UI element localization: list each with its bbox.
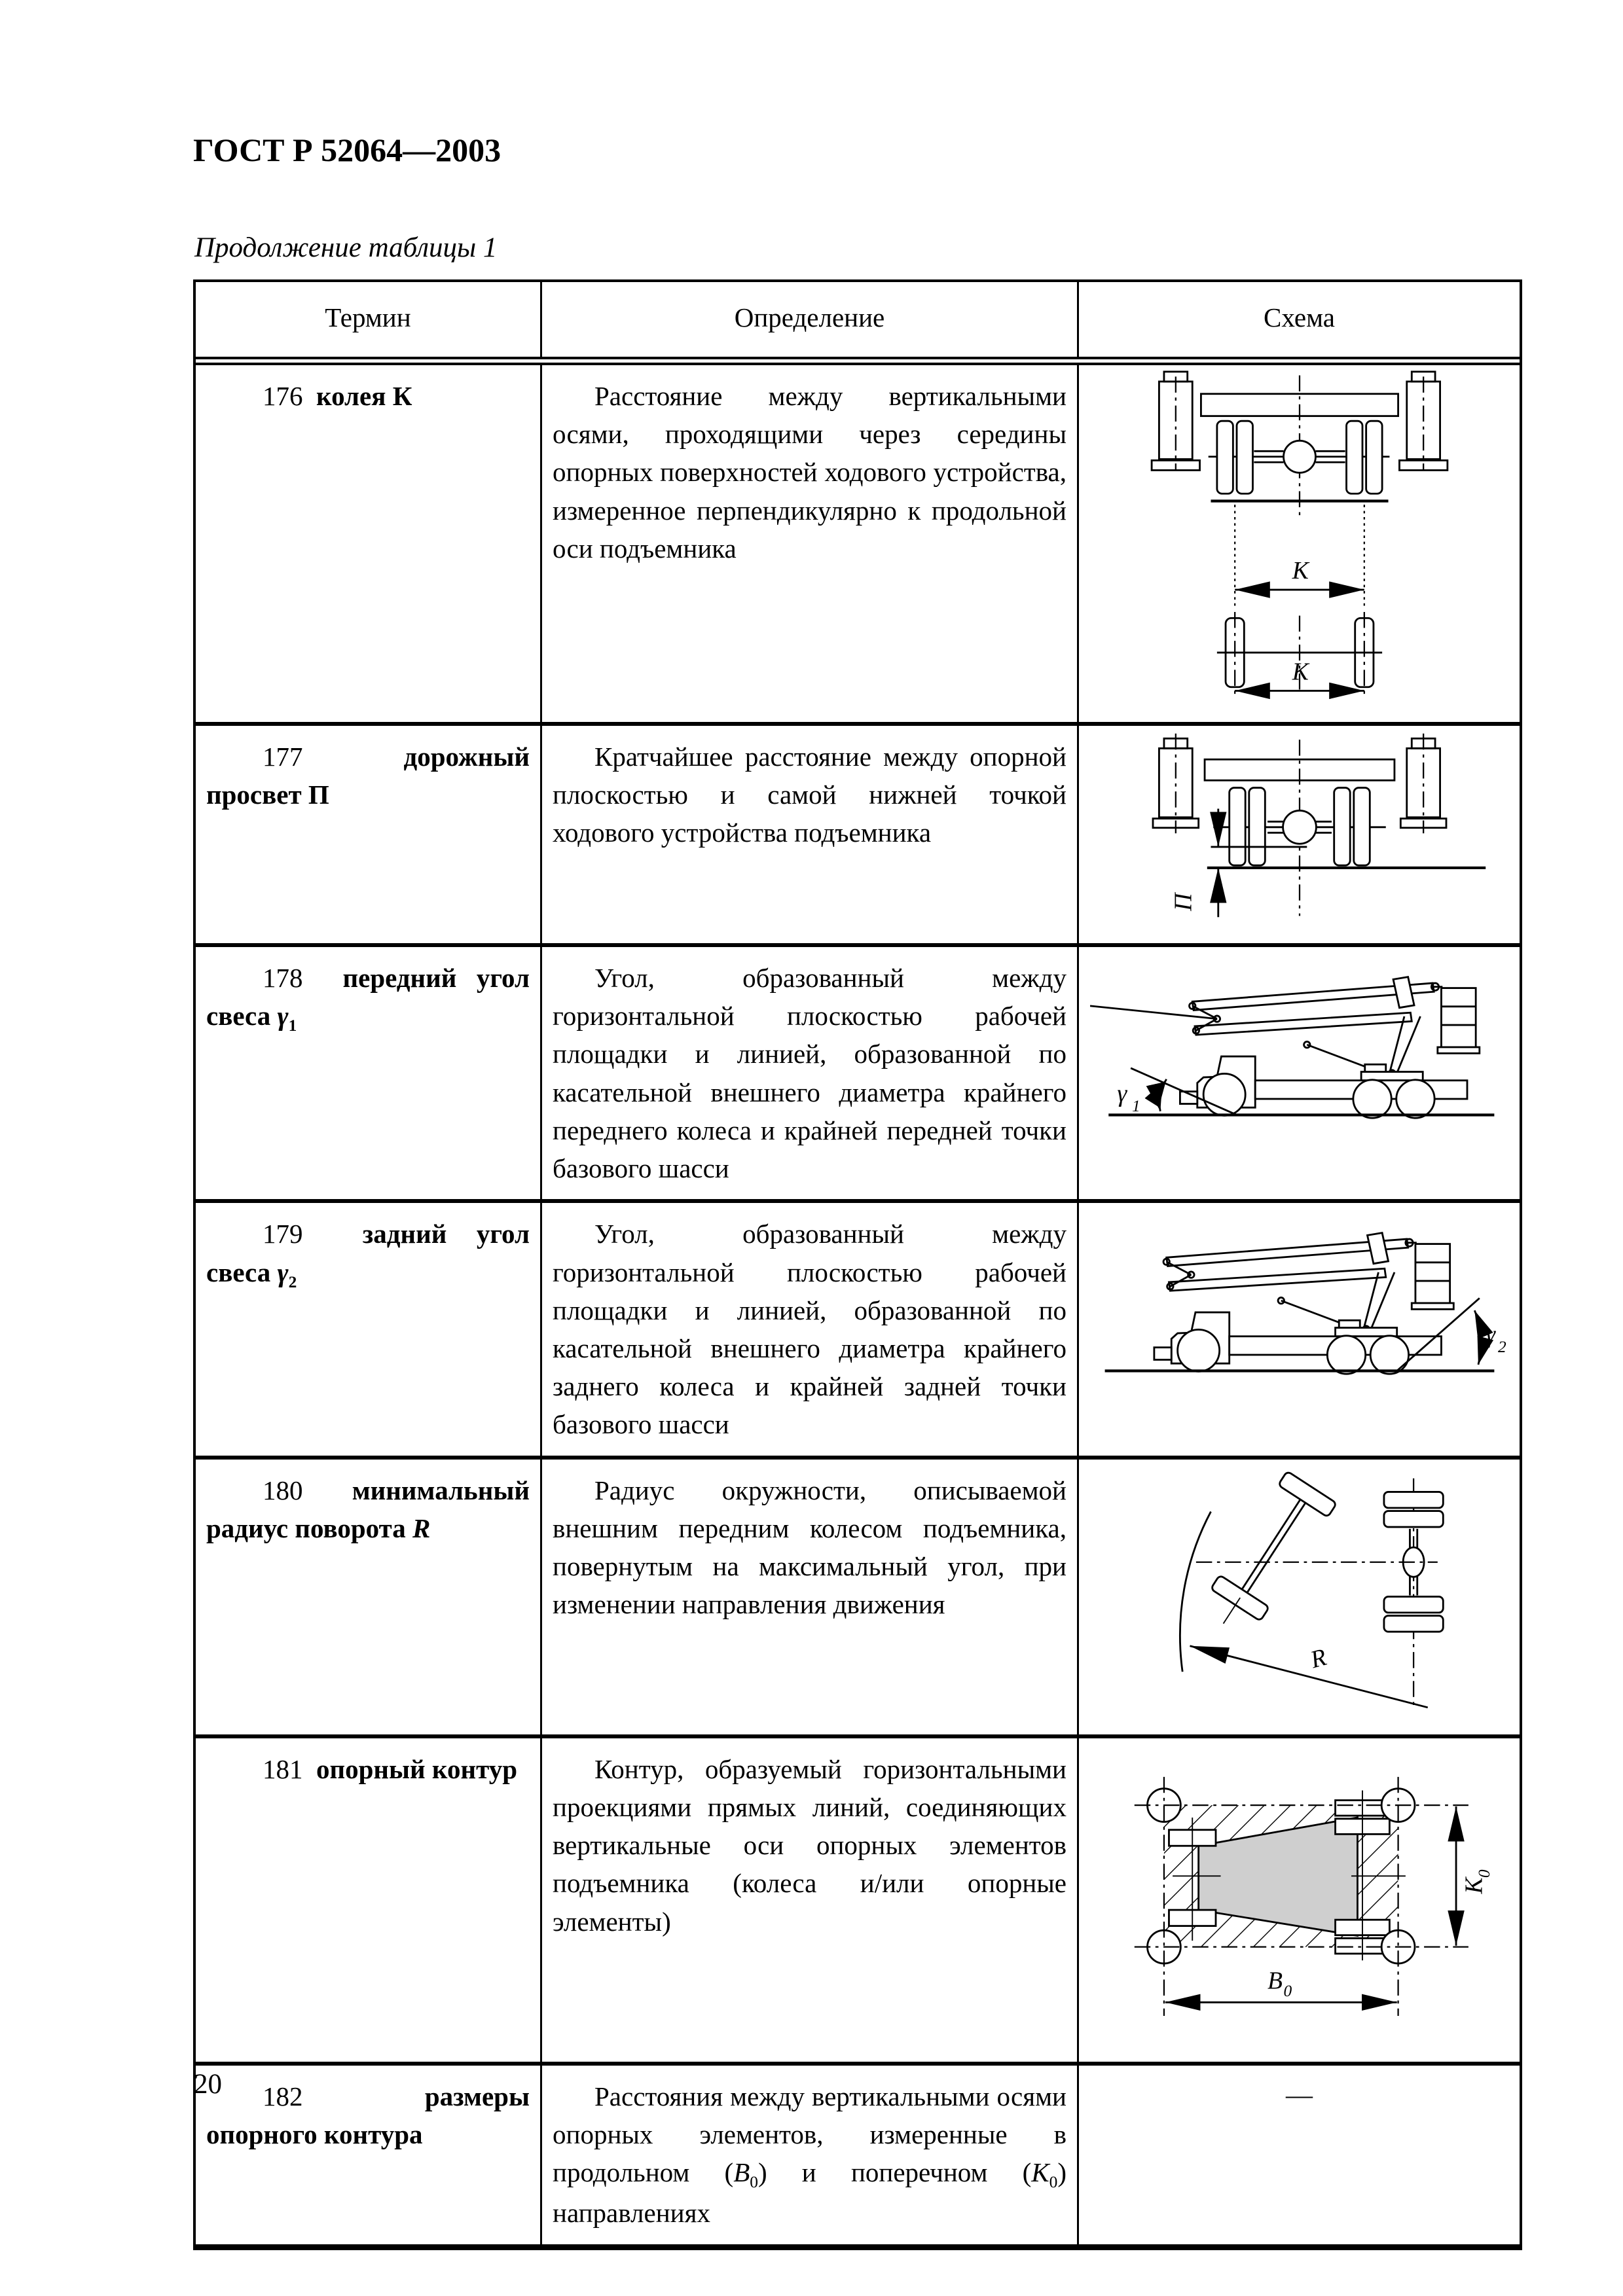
term-symbol: γ: [277, 1257, 289, 1287]
schema-cell-180: [1077, 1460, 1520, 1734]
rear-overhang-angle-diagram: [1090, 1208, 1509, 1412]
definition-cell-176: [540, 365, 1077, 722]
col-header-definition: Определение: [540, 282, 1077, 357]
term-cell-176: [196, 365, 540, 722]
definition-cell-182: [540, 2066, 1077, 2244]
definition-text: Кратчайшее расстояние между опорной плоскостью и самой нижней точкой ходового устройства подъемника: [553, 742, 1067, 848]
schema-cell-177: [1077, 726, 1520, 943]
term-number: 182: [263, 2081, 303, 2111]
definition-text: Контур, образуемый горизонтальными проекциями прямых линий, соединяющих вертикальные оси опорных элементов подъемника (колеса и/или опорные элементы): [553, 1753, 1067, 1937]
term-symbol-sub: 1: [288, 1016, 297, 1035]
term-number: 176: [263, 381, 303, 411]
definition-text: Угол, образованный между горизонтальной плоскостью рабочей площадки и линией, образованной по касательной внешнего диаметра крайнего переднего колеса и крайней передней точки базового шасси: [553, 963, 1067, 1184]
term-number: 179: [263, 1219, 303, 1249]
term-name: задний угол свеса: [206, 1219, 530, 1287]
term-symbol: К: [392, 381, 412, 411]
term-name: опорный контур: [316, 1753, 518, 1784]
ground-clearance-diagram: [1090, 731, 1509, 935]
definition-text: Расстояние между вертикальными осями, проходящими через середины опорных поверхностей ходового устройства, измеренное перпендикулярно к продольной оси подъемника: [553, 381, 1067, 564]
definition-cell-177: [540, 726, 1077, 943]
front-overhang-angle-diagram: [1090, 952, 1509, 1156]
dim-label-B0-sub: 0: [1283, 1981, 1292, 2000]
angle-label-gamma1-sub: 1: [1131, 1096, 1140, 1115]
term-number: 180: [263, 1475, 303, 1505]
angle-label-gamma2: γ: [1485, 1321, 1495, 1349]
term-number: 181: [263, 1753, 303, 1784]
dim-label-K0: K: [1460, 1877, 1488, 1894]
term-symbol: γ: [277, 1001, 289, 1031]
dim-label-K-bottom: K: [1292, 658, 1309, 686]
angle-label-gamma2-sub: 2: [1497, 1338, 1506, 1357]
col-header-schema: Схема: [1077, 282, 1520, 357]
page-content: [193, 131, 1522, 2250]
track-width-diagram: [1090, 370, 1509, 703]
term-number: 178: [263, 963, 303, 993]
term-name: размеры опорного контура: [206, 2081, 530, 2149]
term-cell-182: [196, 2066, 540, 2244]
page-number: 20: [194, 2069, 222, 2100]
dim-label-K-top: K: [1292, 557, 1309, 585]
term-cell-180: [196, 1460, 540, 1734]
definition-cell-178: [540, 947, 1077, 1199]
dim-label-B0: B: [1267, 1967, 1283, 1995]
term-name: передний угол свеса: [206, 963, 530, 1031]
term-name: минимальный радиус поворота: [206, 1475, 530, 1543]
support-contour-diagram: [1090, 1744, 1509, 2027]
col-header-term: Термин: [325, 302, 411, 332]
dim-label-K0-sub: 0: [1474, 1869, 1493, 1878]
term-symbol: R: [412, 1513, 431, 1543]
term-name: колея: [316, 381, 386, 411]
definition-cell-181: [540, 1738, 1077, 2062]
definition-cell-179: [540, 1203, 1077, 1455]
schema-cell-181: [1077, 1738, 1520, 2062]
symbol-B0: B: [733, 2157, 750, 2188]
term-cell-177: [196, 726, 540, 943]
schema-cell-179: [1077, 1203, 1520, 1455]
term-cell-179: [196, 1203, 540, 1455]
table-row-182: [196, 2062, 1520, 2244]
angle-label-gamma1: γ: [1116, 1079, 1127, 1107]
turning-radius-diagram: [1090, 1465, 1509, 1723]
table-row-181: [196, 1734, 1520, 2062]
term-cell-181: [196, 1738, 540, 2062]
schema-cell-182: [1077, 2066, 1520, 2244]
term-name: дорожный просвет: [206, 742, 530, 810]
doc-title: ГОСТ Р 52064—2003: [193, 132, 501, 168]
dim-label-P: П: [1169, 893, 1197, 911]
definition-text: Расстояния между вертикальными осями опорных элементов, измеренные в продольном $(B_0)$ и поперечном $(K_0)$ направлениях: [553, 2081, 1067, 2229]
schema-cell-178: [1077, 947, 1520, 1199]
definition-text: Угол, образованный между горизонтальной плоскостью рабочей площадки и линией, образованной по касательной внешнего диаметра крайнего заднего колеса и крайней задней точки базового шасси: [553, 1219, 1067, 1440]
definition-text: Радиус окружности, описываемой внешним передним колесом подъемника, повернутым на максимальный угол, при изменении направления движения: [553, 1475, 1067, 1620]
terms-table: [193, 279, 1522, 2250]
table-header-row: [196, 282, 1520, 365]
no-schema-dash: —: [1286, 2079, 1313, 2109]
term-symbol: П: [308, 780, 329, 810]
table-caption: Продолжение таблицы 1: [194, 232, 498, 263]
table-row-176: [196, 365, 1520, 722]
term-number: 177: [263, 742, 303, 772]
dim-label-R: R: [1307, 1643, 1329, 1674]
table-row-178: [196, 943, 1520, 1199]
table-row-179: [196, 1199, 1520, 1455]
schema-cell-176: [1077, 365, 1520, 722]
definition-cell-180: [540, 1460, 1077, 1734]
symbol-K0: K: [1031, 2157, 1049, 2188]
term-cell-178: [196, 947, 540, 1199]
term-symbol-sub: 2: [288, 1272, 297, 1291]
table-row-177: [196, 722, 1520, 943]
table-row-180: [196, 1456, 1520, 1734]
